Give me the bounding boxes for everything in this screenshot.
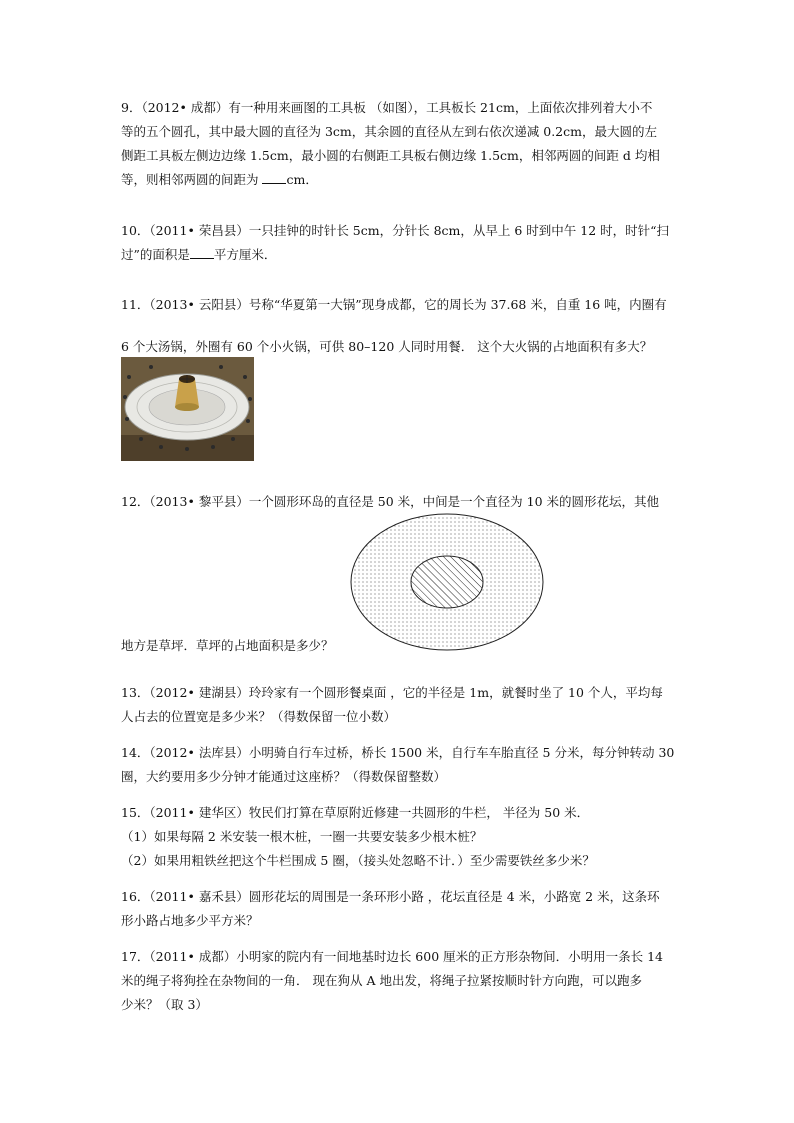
question-10-line-2: 过”的面积是 平方厘米．: [121, 247, 277, 262]
question-9-line-2: 等的五个圆孔，其中最大圆的直径为 3cm，其余圆的直径从左到右依次递减 0.2cm，最大圆的左: [121, 124, 657, 139]
question-16: [121, 885, 681, 933]
question-9-line-3: 侧距工具板左侧边边缘 1.5cm，最小圆的右侧距工具板右侧边缘 1.5cm，相邻两圆的间距 d 均相: [121, 148, 660, 163]
question-12-line-2: 地方是草坪．草坪的占地面积是多少？: [121, 638, 334, 653]
question-13-line-1: 13．（2012• 建湖县）玲玲家有一个圆形餐桌面 ，它的半径是 1m，就餐时坐了 10 个人，平均每: [121, 685, 663, 700]
question-13-line-2: 人占去的位置宽是多少米？（得数保留一位小数）: [121, 709, 397, 724]
question-14-line-2: 圈，大约要用多少分钟才能通过这座桥？（得数保留整数）: [121, 769, 447, 784]
question-9: [121, 96, 681, 192]
question-11-line-2: 6 个大汤锅，外圈有 60 个小火锅，可供 80–120 人同时用餐． 这个大火锅的占地面积有多大？: [121, 339, 653, 354]
question-10: [121, 219, 681, 267]
question-12-continued: [121, 634, 681, 658]
question-11: [121, 284, 681, 368]
question-17-line-3: 少米？（取 3）: [121, 997, 208, 1012]
question-9-line-1: 9．（2012• 成都）有一种用来画图的工具板 （如图），工具板长 21cm，上面依次排列着大小不: [121, 100, 653, 115]
answer-blank: [190, 246, 214, 259]
question-11-line-1: 11．（2013• 云阳县）号称“华夏第一大锅”现身成都，它的周长为 37.68 米，自重 16 吨，内圈有: [121, 297, 667, 312]
question-17: [121, 945, 681, 1017]
question-15-line-2: （1）如果每隔 2 米安装一根木桩，一圈一共要安装多少根木桩？: [121, 829, 483, 844]
question-16-line-1: 16．（2011• 嘉禾县）圆形花坛的周围是一条环形小路 ，花坛直径是 4 米，小路宽 2 米，这条环: [121, 889, 660, 904]
question-15: [121, 801, 681, 873]
question-10-line-1: 10．（2011• 荣昌县）一只挂钟的时针长 5cm，分针长 8cm，从早上 6 时到中午 12 时，时针“扫: [121, 223, 670, 238]
question-12-line-1: 12．（2013• 黎平县）一个圆形环岛的直径是 50 米，中间是一个直径为 10 米的圆形花坛，其他: [121, 494, 660, 509]
question-15-line-3: （2）如果用粗铁丝把这个牛栏围成 5 圈，（接头处忽略不计．）至少需要铁丝多少米？: [121, 853, 595, 868]
question-9-line-4: 等，则相邻两圆的间距为 cm．: [121, 172, 318, 187]
question-16-line-2: 形小路占地多少平方米？: [121, 913, 259, 928]
giant-hotpot-photo: [121, 357, 254, 461]
question-15-line-1: 15．（2011• 建华区）牧民们打算在草原附近修建一共圆形的牛栏， 半径为 50 米．: [121, 805, 590, 820]
roundabout-diagram: [349, 512, 545, 652]
question-13: [121, 681, 681, 729]
question-17-line-1: 17．（2011• 成都）小明家的院内有一间地基时边长 600 厘米的正方形杂物间．小明用一条长 14: [121, 949, 663, 964]
question-12: [121, 490, 681, 514]
answer-blank: [262, 171, 286, 184]
question-14-line-1: 14．（2012• 法库县）小明骑自行车过桥，桥长 1500 米，自行车车胎直径 5 分米，每分钟转动 30: [121, 745, 675, 760]
question-17-line-2: 米的绳子将狗拴在杂物间的一角． 现在狗从 A 地出发，将绳子拉紧按顺时针方向跑，可以跑多: [121, 973, 642, 988]
question-14: [121, 741, 681, 789]
